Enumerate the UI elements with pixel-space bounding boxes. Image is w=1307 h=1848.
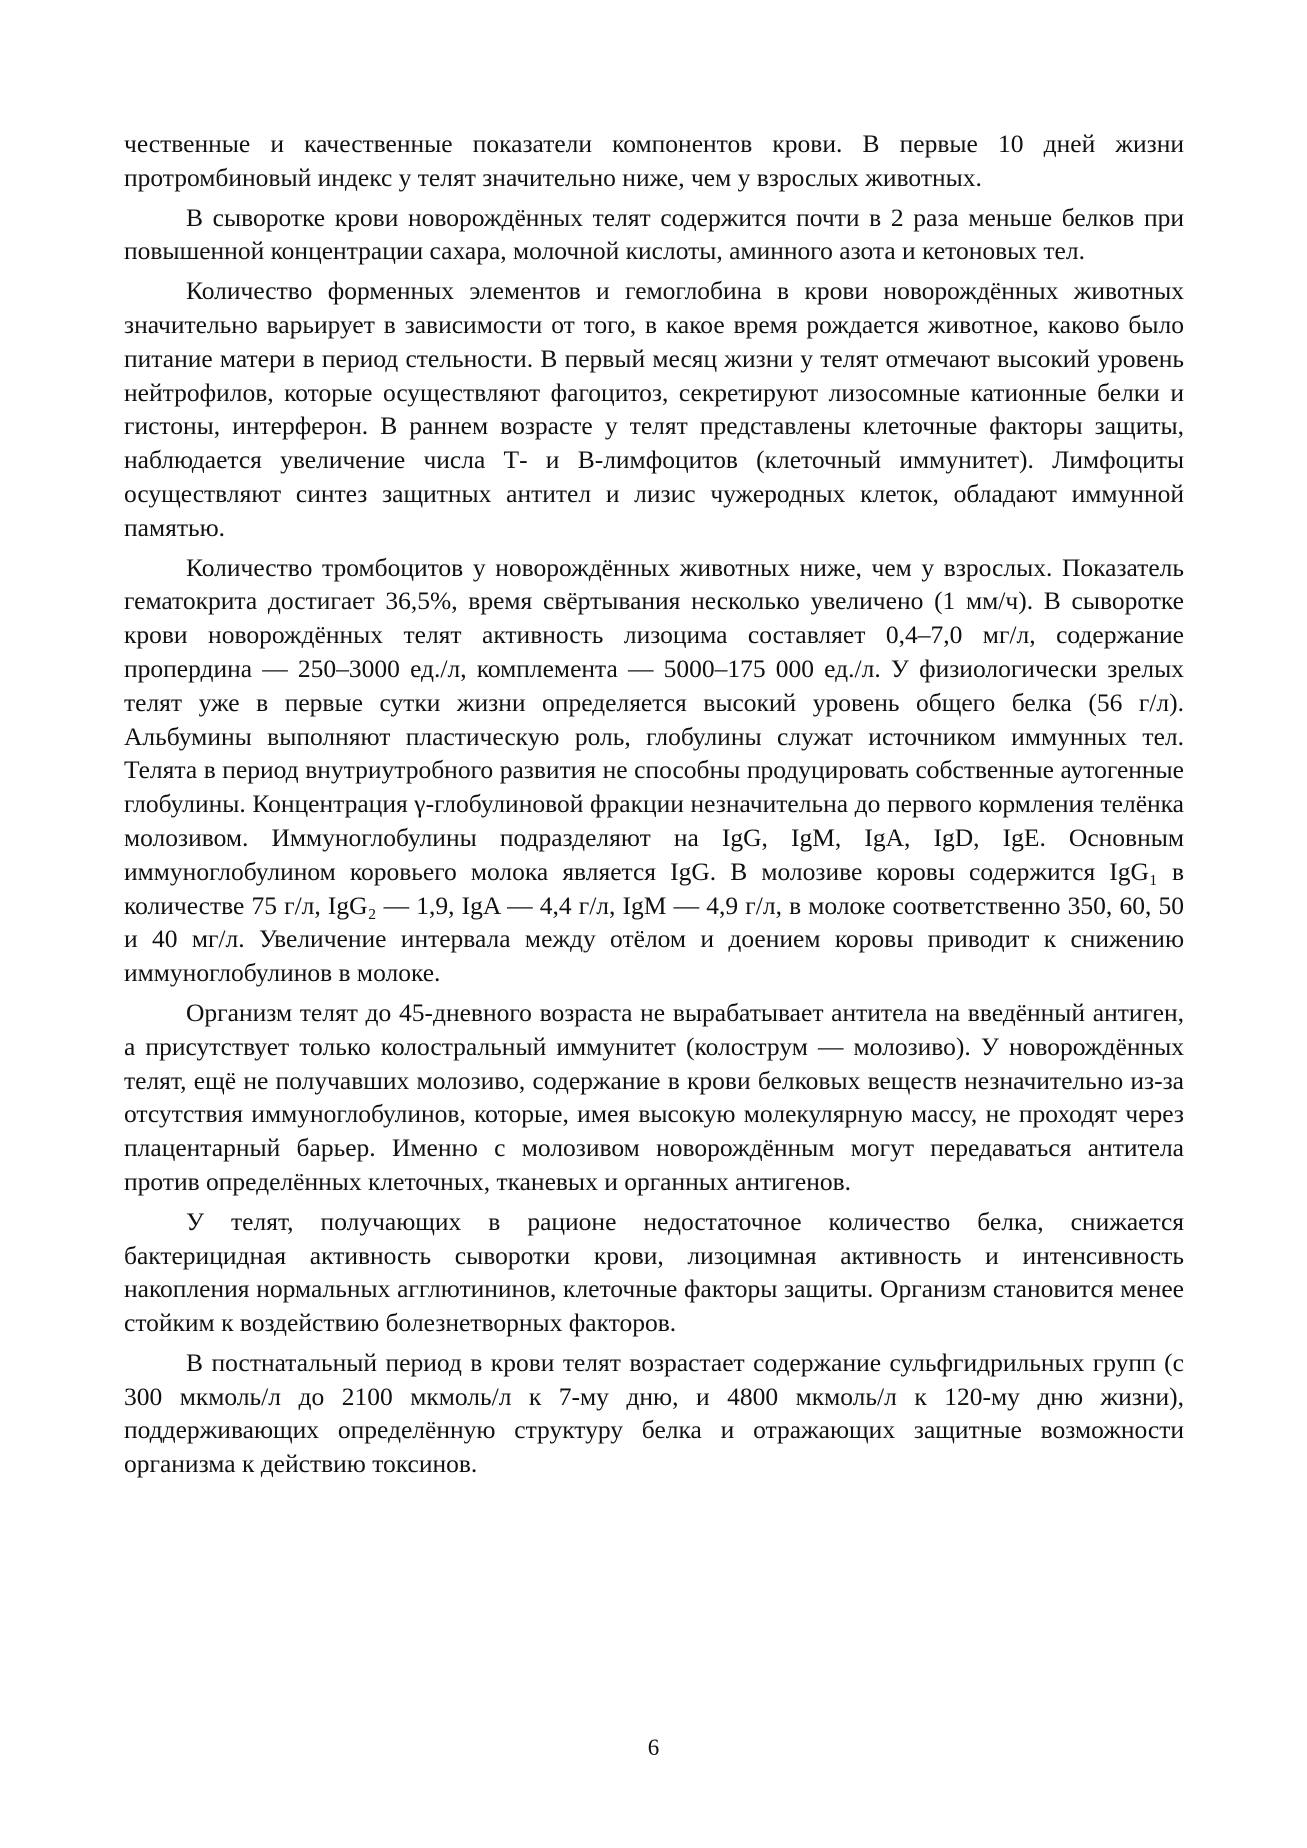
paragraph: В постнатальный период в крови телят возрастает содержание сульфгидрильных групп (с 300 мкмоль/л до 2100 мкмоль/л к 7-му дню, и 4800 мкмоль/л к 120-му дню жизни), поддерживающих определённую структуру белка и отражающих защитные возможности организма к действию токсинов. <box>124 1347 1184 1479</box>
paragraph: Количество форменных элементов и гемоглобина в крови новорождённых животных значительно варьирует в зависимости от того, в какое время рождается животное, каково было питание матери в период стельности. В первый месяц жизни у телят отмечают высокий уровень нейтрофилов, которые осуществляют фагоцитоз, секретируют лизосомные катионные белки и гистоны, интерферон. В раннем возрасте у телят представлены клеточные факторы защиты, наблюдается увеличение числа Т- и В-лимфоцитов (клеточный иммунитет). Лимфоциты осуществляют синтез защитных антител и лизис чужеродных клеток, обладают иммунной памятью. <box>124 276 1184 542</box>
paragraph: Количество тромбоцитов у новорождённых животных ниже, чем у взрослых. Показатель гематокрита достигает 36,5%, время свёртывания несколько увеличено (1 мм/ч). В сыворотке крови новорождённых телят активность лизоцима составляет 0,4–7,0 мг/л, содержание пропердина — 250–3000 ед./л, комплемента — 5000–175 000 ед./л. У физиологически зрелых телят уже в первые сутки жизни определяется высокий уровень общего белка (56 г/л). Альбумины выполняют пластическую роль, глобулины служат источником иммунных тел. Телята в период внутриутробного развития не способны продуцировать собственные аутогенные глобулины. Концентрация γ-глобулиновой фракции незначительна до первого кормления телёнка молозивом. Иммуноглобулины подразделяют на IgG, IgM, IgA, IgD, IgE. Основным иммуноглобулином коровьего молока является IgG. В молозиве коровы содержится IgG₁ в количестве 75 г/л, IgG₂ — 1,9, IgA — 4,4 г/л, IgM — 4,9 г/л, в молоке соответственно 350, 60, 50 и 40 мг/л. Увеличение интервала между отёлом и доением коровы приводит к снижению иммуноглобулинов в молоке. <box>124 552 1184 988</box>
paragraph: Организм телят до 45-дневного возраста не вырабатывает антитела на введённый антиген, а присутствует только колостральный иммунитет (колострум — молозиво). У новорождённых телят, ещё не получавших молозиво, содержание в крови белковых веществ незначительно из-за отсутствия иммуноглобулинов, которые, имея высокую молекулярную массу, не проходят через плацентарный барьер. Именно с молозивом новорождённым могут передаваться антитела против определённых клеточных, тканевых и органных антигенов. <box>124 997 1184 1196</box>
paragraph-continuation: чественные и качественные показатели компонентов крови. В первые 10 дней жизни протромбиновый индекс у телят значительно ниже, чем у взрослых животных. <box>124 129 1184 192</box>
paragraph: У телят, получающих в рационе недостаточное количество белка, снижается бактерицидная активность сыворотки крови, лизоцимная активность и интенсивность накопления нормальных агглютининов, клеточные факторы защиты. Организм становится менее стойким к воздействию болезнетворных факторов. <box>124 1206 1184 1338</box>
page-number: 6 <box>647 1735 660 1760</box>
paragraph: В сыворотке крови новорождённых телят содержится почти в 2 раза меньше белков при повышенной концентрации сахара, молочной кислоты, аминного азота и кетоновых тел. <box>124 202 1184 266</box>
body-text <box>124 127 1184 1487</box>
